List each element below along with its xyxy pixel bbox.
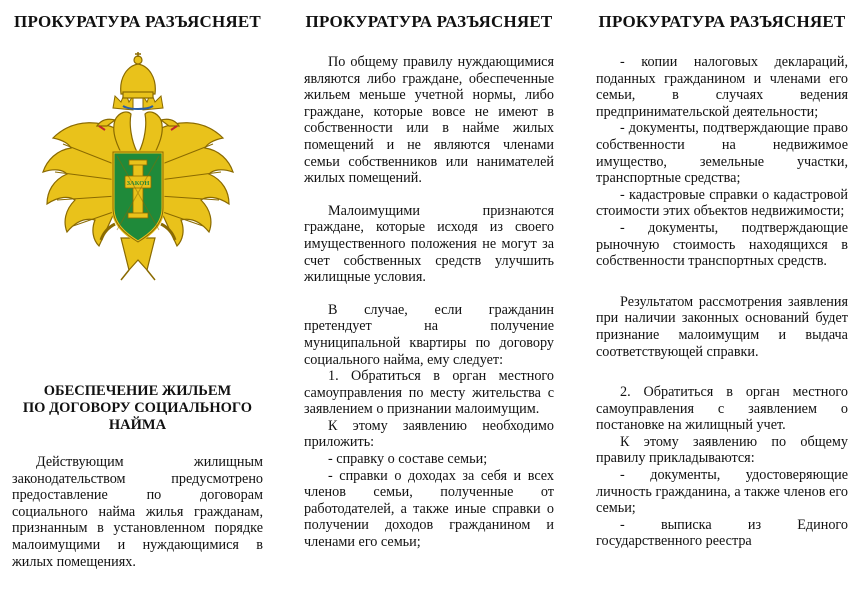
result-paragraph: Результатом рассмотрения заявления при наличии законных оснований будет признание малоимущим и выдача соответствующей справки.	[596, 293, 848, 360]
leaflet-title-line-1: ОБЕСПЕЧЕНИЕ ЖИЛЬЕМ	[43, 383, 232, 399]
column-1-heading: ПРОКУРАТУРА РАЗЪЯСНЯЕТ	[14, 12, 261, 31]
column-3-heading: ПРОКУРАТУРА РАЗЪЯСНЯЕТ	[598, 12, 846, 31]
column-2	[300, 0, 560, 602]
low-income-definition-paragraph: Малоимущими признаются граждане, которые исходя из своего имущественного положения не могут за счет собственных средств улучшить жилищные условия.	[304, 202, 554, 286]
list-item: - справки о доходах за себя и всех членов семьи, полученные от работодателей, а также иные справки о получении доходов гражданином и членами его семьи;	[304, 467, 554, 551]
list-item: - документы, удостоверяющие личность гражданина, а также членов его семьи;	[596, 467, 848, 517]
leaflet-title	[12, 383, 263, 434]
step-2-paragraph: 2. Обратиться в орган местного самоуправления с заявлением о постановке на жилищный учет.	[596, 384, 848, 434]
column-2-heading: ПРОКУРАТУРА РАЗЪЯСНЯЕТ	[305, 12, 553, 31]
needy-definition-paragraph: По общему правилу нуждающимися являются либо граждане, обеспеченные жильем меньше учетной нормы, либо граждане, которые вовсе не имеют в собственности или в найме жилых помещений и не являются членами семьи собственников или нанимателей жилых помещений.	[304, 54, 554, 187]
list-item: - выписка из Единого государственного реестра	[596, 516, 848, 550]
step-1-paragraph: 1. Обратиться в орган местного самоуправления по месту жительства с заявлением о признании малоимущим.	[304, 368, 554, 418]
prosecutor-emblem-icon	[33, 48, 243, 283]
leaflet-title-line-2: ПО ДОГОВОРУ СОЦИАЛЬНОГО	[22, 400, 253, 416]
list-item: - копии налоговых деклараций, поданных гражданином и членами его семьи, в случаях ведения предпринимательской деятельности;	[596, 54, 848, 120]
leaflet-title-line-3: НАЙМА	[108, 417, 167, 433]
list-item: - кадастровые справки о кадастровой стоимости этих объектов недвижимости;	[596, 186, 848, 220]
attachments-intro-paragraph-2: К этому заявлению по общему правилу прикладываются:	[596, 433, 848, 467]
column-1	[0, 0, 275, 602]
emblem-shield-text: ЗАКОН	[126, 180, 149, 187]
list-item: - справку о составе семьи;	[328, 451, 488, 468]
column-3	[590, 0, 852, 602]
list-item: - документы, подтверждающие право собственности на недвижимое имущество, земельные участки, транспортные средства;	[596, 120, 848, 187]
list-item: - документы, подтверждающие рыночную стоимость находящихся в собственности транспортных средств.	[596, 219, 848, 270]
intro-paragraph: Действующим жилищным законодательством предусмотрено предоставление по договорам социального найма жилья гражданам, признанным в установленном порядке малоимущими и нуждающимися в жилых помещениях.	[12, 454, 263, 570]
procedure-intro-paragraph: В случае, если гражданин претендует на получение муниципальной квартиры по договору социального найма, ему следует:	[304, 301, 554, 368]
attachments-intro-paragraph: К этому заявлению необходимо приложить:	[304, 417, 554, 451]
